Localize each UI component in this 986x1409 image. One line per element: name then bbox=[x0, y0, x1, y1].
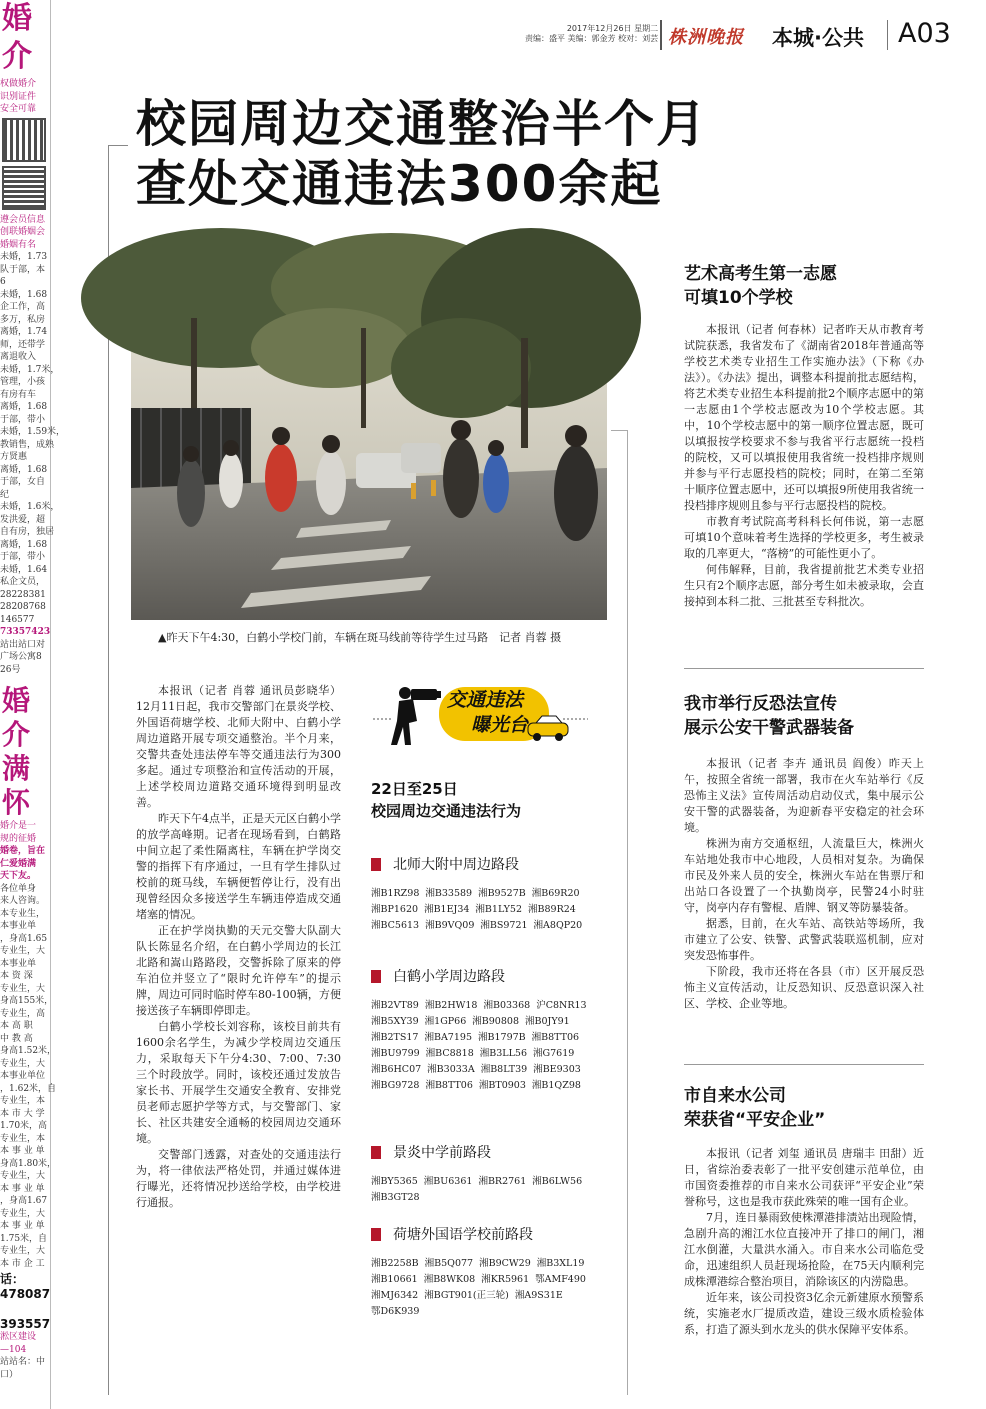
road-section-name: 北师大附中周边路段 bbox=[393, 857, 519, 873]
exposure-badge bbox=[373, 683, 588, 748]
article-paragraph: 近年来，该公司投资3亿余元新建原水预警系统，实施老水厂提质改造，建设三级水质检验体系，打造了源头到水龙头的供水保障平安体系。 bbox=[684, 1291, 924, 1336]
strip-line: 离退收入 bbox=[0, 352, 37, 362]
license-plate: 湘1GP66 bbox=[424, 1016, 467, 1027]
strip-line: 专业生，大 bbox=[0, 946, 46, 956]
red-square-icon bbox=[371, 970, 381, 983]
article-water-title bbox=[684, 1084, 825, 1132]
newspaper-logo: 株洲晚报 bbox=[668, 27, 744, 48]
article-paragraph: 白鹤小学校长刘容称，该校目前共有1600余名学生，为减少学校周边交通压力，采取每天下午分4:30、7:00、7:30三个时段放学。同时，该校还通过发放告家长书、开展学生交通安全教育、安排党员老师志愿护学等方式，与交警部门、家长、社区共建安全通畅的校园周边交通环境。 bbox=[136, 1020, 341, 1145]
strip-line: 于部，带小 bbox=[0, 414, 46, 425]
license-plate: 湘BU9799 bbox=[371, 1048, 420, 1059]
strip-address-block bbox=[0, 639, 50, 677]
road-section-heading bbox=[371, 1142, 616, 1162]
license-plate: 湘A8QP20 bbox=[533, 920, 583, 931]
frame-rule bbox=[108, 145, 128, 146]
strip-line: 创联婚姻会 bbox=[0, 227, 46, 237]
strip-line: 身高1.80米， bbox=[0, 1158, 57, 1169]
strip-pink-block-2 bbox=[0, 1331, 50, 1356]
strip-line: 管理，小孩 bbox=[0, 377, 46, 387]
road-section-heading bbox=[371, 854, 616, 874]
exposure-date-range: 22日至25日 bbox=[371, 780, 458, 798]
road-section-name: 白鹤小学周边路段 bbox=[393, 969, 505, 985]
strip-line: —104 bbox=[0, 1344, 27, 1355]
strip-heading-marriage-2: 婚介 bbox=[2, 684, 31, 751]
license-plate: 湘BC5613 bbox=[371, 920, 420, 931]
road-section-name: 荷塘外国语学校前路段 bbox=[393, 1227, 533, 1243]
road-section-heading bbox=[371, 966, 616, 986]
license-plate: 湘B89R24 bbox=[528, 904, 576, 915]
strip-line: 本 市 大 学 bbox=[0, 1108, 45, 1119]
license-plate: 湘B3XL19 bbox=[536, 1258, 585, 1269]
page-number: A03 bbox=[898, 18, 951, 49]
exposure-section-2 bbox=[371, 966, 616, 1094]
side-title-line: 我市举行反恐法宣传 bbox=[684, 694, 837, 714]
strip-line: 本 事 业 单 bbox=[0, 1221, 45, 1231]
license-plate: 湘BU6361 bbox=[423, 1176, 473, 1187]
article-paragraph: 交警部门透露，对查处的交通违法行为，将一律依法严格处罚，并通过媒体进行曝光，还将情况抄送给学校，由学校进行通报。 bbox=[136, 1148, 341, 1209]
license-plate: 鄂AMF490 bbox=[535, 1274, 586, 1285]
license-plate: 湘BY5365 bbox=[371, 1176, 418, 1187]
header-divider-2 bbox=[887, 20, 888, 50]
photo-caption: ▲昨天下午4:30，白鹤小学校门前，车辆在斑马线前等待学生过马路 记者 肖蓉 摄 bbox=[158, 631, 562, 644]
license-plate: 湘B10661 bbox=[371, 1274, 418, 1285]
editor-credits: 责编：盛平 美编：郭金芳 校对：刘芸 bbox=[525, 34, 659, 43]
header-divider bbox=[660, 20, 662, 50]
header-meta bbox=[525, 24, 658, 44]
strip-listing-block bbox=[0, 251, 66, 589]
strip-line: 于部，带小 bbox=[0, 552, 46, 562]
strip-text-block bbox=[0, 78, 50, 116]
strip-line: 仁爱婚满 bbox=[0, 858, 37, 869]
strip-line: 146577 bbox=[0, 614, 35, 625]
license-plate: 湘B8TT06 bbox=[531, 1032, 580, 1043]
frame-rule bbox=[611, 430, 628, 431]
article-paragraph: 本报讯（记者 肖蓉 通讯员彭晓华）12月11日起，我市交警部门在景炎学校、外国语荷塘学校、北师大附中、白鹤小学周边道路开展专项交通整治。半个月来，交警共查处违法停车等交通违法行为300多起。通过专项整治和宣传活动的开展，上述学校周边道路交通环境得到明显改善。 bbox=[136, 684, 341, 809]
strip-line: 遵会员信息 bbox=[0, 214, 46, 225]
strip-line: 26号 bbox=[0, 664, 21, 675]
strip-address-block-2 bbox=[0, 1356, 50, 1381]
article-paragraph: 本报讯（记者 李卉 通讯员 阎俊）昨天上午，按照全省统一部署，我市在火车站举行《反恐怖主义法》宣传周活动启动仪式，集中展示公安干警的武器装备，为迎新春平安稳定的社会环境。 bbox=[684, 757, 924, 834]
headline-line-2: 查处交通违法300余起 bbox=[136, 155, 663, 213]
strip-line: 淞区建设 bbox=[0, 1332, 37, 1342]
strip-line: 本 事 业 单 bbox=[0, 1146, 45, 1156]
strip-line: 专业生，本 bbox=[0, 1096, 46, 1106]
exposure-section-3 bbox=[371, 1142, 616, 1206]
exposure-title bbox=[371, 778, 611, 822]
license-plate: 湘B3GT28 bbox=[371, 1192, 420, 1203]
strip-line: 离婚，1.68 bbox=[0, 539, 48, 550]
strip-line: 专业生，大 bbox=[0, 1171, 46, 1181]
badge-title-line-2: 曝光台 bbox=[471, 714, 529, 736]
frame-rule bbox=[627, 430, 628, 1395]
exposure-section-4 bbox=[371, 1224, 616, 1320]
strip-line: 企工作，高 bbox=[0, 302, 46, 312]
strip-line: 纪 bbox=[0, 489, 10, 500]
license-plate: 湘B03368 bbox=[483, 1000, 531, 1011]
license-plate: 沪C8NR13 bbox=[536, 1000, 587, 1011]
red-square-icon bbox=[371, 858, 381, 871]
license-plate: 湘B90808 bbox=[472, 1016, 519, 1027]
strip-listing-block-2 bbox=[0, 883, 57, 1271]
article-paragraph: 昨天下午4点半，正是天元区白鹤小学的放学高峰期。记者在现场看到，白鹤路中间立起了柔性隔离柱，车辆在护学岗交警的指挥下有序通过，一旦有学生排队过校前的斑马线，车辆便暂停让行，没有出现曾经因众多接送学生车辆违停造成交通堵塞的情况。 bbox=[136, 812, 341, 921]
article-anti-terror-title bbox=[684, 692, 854, 740]
strip-line: 本 高 职 bbox=[0, 1021, 33, 1031]
license-plate: 湘BC8818 bbox=[425, 1048, 474, 1059]
strip-line: 发洪爱，超 bbox=[0, 514, 46, 525]
strip-line: 方贤惠 bbox=[0, 452, 28, 462]
license-plate: 湘BP1620 bbox=[371, 904, 419, 915]
strip-line: 权做婚介 bbox=[0, 79, 37, 89]
strip-line: 28228381 bbox=[0, 589, 46, 600]
adjacent-page-strip bbox=[0, 0, 66, 1409]
strip-line: 身高155米， bbox=[0, 996, 54, 1006]
strip-line: 于部，女自 bbox=[0, 477, 46, 487]
license-plate: 湘B9527B bbox=[478, 888, 526, 899]
strip-line: 自有房，独居 bbox=[0, 527, 55, 537]
strip-line: 婚介是一 bbox=[0, 821, 37, 831]
strip-line: 专业生，本 bbox=[0, 1133, 46, 1144]
license-plate: 湘BT0903 bbox=[478, 1080, 526, 1091]
strip-line: 多万，私房 bbox=[0, 314, 46, 325]
license-plate: 湘BA7195 bbox=[424, 1032, 472, 1043]
strip-heading-full: 满怀 bbox=[2, 752, 31, 819]
license-plate: 湘B8LT39 bbox=[480, 1064, 528, 1075]
exposure-subtitle: 校园周边交通违法行为 bbox=[371, 802, 522, 820]
side-title-line: 荣获省“平安企业” bbox=[684, 1110, 826, 1130]
strip-line: 离婚，1.74 bbox=[0, 327, 48, 337]
license-plate: 湘B5XY39 bbox=[371, 1016, 419, 1027]
strip-line: 28208768 bbox=[0, 602, 46, 612]
strip-line: 各位单身 bbox=[0, 883, 37, 894]
column-divider bbox=[684, 668, 924, 669]
strip-line: 离婚，1.68 bbox=[0, 402, 48, 412]
strip-line: 口） bbox=[0, 1369, 19, 1380]
license-plate: 湘MJ6342 bbox=[371, 1290, 419, 1301]
license-plate: 湘B2258B bbox=[371, 1258, 419, 1269]
license-plate: 湘B1RZ98 bbox=[371, 888, 420, 899]
strip-phone-label: 话： bbox=[0, 1272, 25, 1286]
road-section-heading bbox=[371, 1224, 616, 1244]
strip-line: 本事业单 bbox=[0, 921, 37, 931]
strip-line: 本事业单位 bbox=[0, 1071, 46, 1081]
strip-line: 识别证件 bbox=[0, 91, 37, 102]
license-plate: 湘BG9728 bbox=[371, 1080, 420, 1091]
plate-list bbox=[371, 1174, 616, 1206]
article-paragraph: 据悉，目前，在火车站、高铁站等场所，我市建立了公安、铁警、武警武装联巡机制，应对突发恐怖事件。 bbox=[684, 917, 924, 962]
article-paragraph: 市教育考试院高考科科长何伟说，第一志愿可填10个意味着考生选择的学校更多，考生被录取的几率更大，“落榜”的可能性更小了。 bbox=[684, 515, 924, 560]
strip-line: 未婚，1.73 bbox=[0, 252, 48, 262]
strip-line: 师，还带学 bbox=[0, 339, 46, 350]
article-paragraph: 7月，连日暴雨致使株潭港排渍站出现险情，急剧升高的湘江水位直接冲开了排口的闸门，湘江水倒灌，大量洪水涌入。市自来水公司临危受命，迅速组织人员赶现场抢险，在75天内顺利完成株潭港综合整治项目，消除该区的内涝隐患。 bbox=[684, 1211, 924, 1288]
article-anti-terror-body bbox=[684, 756, 924, 1012]
strip-line: 未婚，1.68 bbox=[0, 289, 48, 300]
article-art-exam-body bbox=[684, 322, 924, 610]
article-water-body bbox=[684, 1146, 924, 1338]
license-plate: 湘BE9303 bbox=[533, 1064, 581, 1075]
license-plate: 湘B9CW29 bbox=[479, 1258, 531, 1269]
license-plate: 湘B0JY91 bbox=[524, 1016, 570, 1027]
strip-line: 6 bbox=[0, 277, 6, 287]
license-plate: 湘B1QZ98 bbox=[531, 1080, 581, 1091]
strip-line: ，1.62米，自 bbox=[0, 1083, 57, 1094]
article-paragraph: 本报讯（记者 何春林）记者昨天从市教育考试院获悉，我省发布了《湖南省2018年普通高等学校艺术类专业招生工作实施办法》（下称《办法》）。《办法》提出，调整本科提前批志愿结构，将艺术类专业招生本科提前批2个顺序志愿中的第一志愿由1个学校志愿改为10个学校志愿。其中，10个学校志愿中的第一顺序位置志愿，既可以填报按学校要求不参与我省平行志愿统一投档的院校，又可以填报使用我省统一投档排序规则并参与平行志愿投档的院校；同时，在第二至第十顺序位置志愿中，还可以填报9所使用我省统一投档排序规则且参与平行志愿投档的院校。 bbox=[684, 323, 924, 512]
section-name: 本城·公共 bbox=[772, 26, 864, 50]
strip-line: 未婚，1.59米， bbox=[0, 427, 66, 437]
main-article-body bbox=[136, 683, 341, 1211]
plate-list bbox=[371, 886, 616, 934]
badge-title-line-1: 交通违法 bbox=[447, 689, 524, 711]
article-art-exam-title bbox=[684, 262, 837, 310]
strip-line: 身高1.52米， bbox=[0, 1046, 57, 1056]
license-plate: 湘B3033A bbox=[427, 1064, 475, 1075]
license-plate: 湘B1EJ34 bbox=[424, 904, 470, 915]
red-square-icon bbox=[371, 1146, 381, 1159]
license-plate: 湘BGT901(正三轮) bbox=[424, 1290, 509, 1301]
license-plate: 湘G7619 bbox=[533, 1048, 575, 1059]
strip-line: 本专业生， bbox=[0, 908, 46, 919]
license-plate: 湘B2VT89 bbox=[371, 1000, 419, 1011]
strip-line: 婚卷，旨在 bbox=[0, 846, 46, 856]
license-plate: 湘BR2761 bbox=[478, 1176, 527, 1187]
license-plate: 湘B8WK08 bbox=[423, 1274, 476, 1285]
license-plate: 湘B9VQ09 bbox=[425, 920, 475, 931]
strip-red-block bbox=[0, 845, 50, 883]
side-title-line: 可填10个学校 bbox=[684, 288, 793, 308]
license-plate: 湘B5Q077 bbox=[424, 1258, 474, 1269]
strip-intro-block bbox=[0, 820, 50, 845]
strip-line: 广场公寓8 bbox=[0, 652, 42, 662]
article-paragraph: 何伟解释，目前，我省提前批艺术类专业招生只有2个顺序志愿，部分考生如未被录取，会直接掉到本科二批、三批甚至专科批次。 bbox=[684, 563, 924, 608]
article-paragraph: 下阶段，我市还将在各县（市）区开展反恐怖主义宣传活动，让反恐知识、反恐意识深入社区、学校、企业等地。 bbox=[684, 965, 924, 1010]
strip-line: 安全可靠 bbox=[0, 104, 37, 114]
article-paragraph: 本报讯（记者 刘玺 通讯员 唐瑞丰 田甜）近日，省综治委表彰了一批平安创建示范单位，由市国资委推荐的市自来水公司获评“平安企业”荣誉称号，这也是我市获此殊荣的唯一国有企业。 bbox=[684, 1147, 924, 1208]
license-plate: 湘B69R20 bbox=[531, 888, 580, 899]
exposure-section-1 bbox=[371, 854, 616, 934]
strip-line: 本事业单 bbox=[0, 958, 37, 969]
main-headline bbox=[136, 94, 776, 214]
strip-line: 队于部，本 bbox=[0, 264, 46, 275]
license-plate: 湘B2HW18 bbox=[424, 1000, 478, 1011]
license-plate: 湘BS9721 bbox=[480, 920, 528, 931]
strip-line: 私企文员， bbox=[0, 577, 46, 587]
strip-phone-2: 393557 bbox=[0, 1317, 51, 1331]
strip-line: 来人咨询。 bbox=[0, 896, 46, 906]
strip-line: ，身高1.65 bbox=[0, 933, 48, 944]
article-paragraph: 正在护学岗执勤的天元交警大队副大队长陈显名介绍，在白鹤小学周边的长江北路和嵩山路路段，交警拆除了原来的停车泊位并竖立了“限时允许停车”的提示牌，周边可同时临时停车80-100辆，方便接送孩子车辆即停即走。 bbox=[136, 924, 341, 1017]
license-plate: 湘B6LW56 bbox=[532, 1176, 583, 1187]
strip-line: 站站名：中 bbox=[0, 1357, 46, 1367]
strip-line: 婚姻有名 bbox=[0, 239, 37, 250]
strip-phone-pink: 73357423 bbox=[0, 627, 51, 637]
strip-line: 未婚，1.7米， bbox=[0, 364, 60, 375]
side-title-line: 市自来水公司 bbox=[684, 1086, 786, 1106]
license-plate: 湘A9S31E bbox=[514, 1290, 563, 1301]
strip-line: 天下友。 bbox=[0, 871, 37, 881]
side-title-line: 展示公安干警武器装备 bbox=[684, 718, 854, 738]
strip-line: 离婚，1.68 bbox=[0, 464, 48, 475]
column-divider bbox=[684, 1064, 924, 1065]
strip-line: 教销售，成熟 bbox=[0, 439, 55, 450]
license-plate: 湘B8TT06 bbox=[425, 1080, 473, 1091]
license-plate: 湘B1LY52 bbox=[475, 904, 523, 915]
license-plate: 鄂D6K939 bbox=[371, 1306, 420, 1317]
license-plate: 湘B3LL56 bbox=[479, 1048, 528, 1059]
photo-street-scene bbox=[131, 258, 607, 620]
road-section-name: 景炎中学前路段 bbox=[393, 1145, 491, 1161]
strip-line: 专业生，高 bbox=[0, 1008, 46, 1019]
strip-line: 专业生，大 bbox=[0, 1208, 46, 1219]
plate-list bbox=[371, 998, 616, 1094]
license-plate: 湘B1797B bbox=[478, 1032, 526, 1043]
strip-line: ，身高1.67 bbox=[0, 1196, 48, 1206]
strip-line: 站出站口对 bbox=[0, 639, 46, 650]
strip-line: 专业生，大 bbox=[0, 1058, 46, 1069]
strip-line: 本 资 深 bbox=[0, 971, 33, 981]
strip-pink-block bbox=[0, 214, 50, 252]
strip-line: 中 教 高 bbox=[0, 1033, 33, 1044]
plate-list bbox=[371, 1256, 616, 1320]
license-plate: 湘B33589 bbox=[425, 888, 473, 899]
strip-line: 有房有车 bbox=[0, 389, 37, 400]
strip-line: 专业生，大 bbox=[0, 1246, 46, 1256]
strip-line: 本 市 企 工 bbox=[0, 1258, 45, 1269]
strip-line: 专业生，大 bbox=[0, 983, 46, 994]
strip-line: 本 事 业 单 bbox=[0, 1183, 45, 1194]
qr-code-icon bbox=[2, 118, 46, 162]
strip-line: 未婚，1.6米， bbox=[0, 502, 60, 512]
license-plate: 湘KR5961 bbox=[481, 1274, 530, 1285]
strip-line: 规的征婚 bbox=[0, 833, 37, 844]
strip-phone-1: 478087 bbox=[0, 1287, 51, 1301]
strip-line: 未婚，1.64 bbox=[0, 564, 48, 575]
license-plate: 湘B6HC07 bbox=[371, 1064, 422, 1075]
issue-date: 2017年12月26日 星期二 bbox=[566, 24, 659, 33]
license-plate: 湘B2TS17 bbox=[371, 1032, 419, 1043]
headline-line-1: 校园周边交通整治半个月 bbox=[136, 95, 708, 153]
strip-phone-block bbox=[0, 589, 50, 627]
article-paragraph: 株洲为南方交通枢纽，人流量巨大，株洲火车站地处我市中心地段，人员相对复杂。为确保市民及外来人员的安全，株洲火车站在售票厅和出站口各设置了一个执勤岗亭，民警24小时驻守，岗亭内存有警棍、盾牌、钢叉等防暴装备。 bbox=[684, 837, 924, 914]
news-photo bbox=[131, 258, 607, 620]
red-square-icon bbox=[371, 1228, 381, 1241]
strip-line: 1.75米，自 bbox=[0, 1233, 48, 1244]
qr-code-icon bbox=[2, 166, 46, 210]
strip-heading-marriage: 婚介 bbox=[2, 1, 32, 74]
side-title-line: 艺术高考生第一志愿 bbox=[684, 264, 837, 284]
strip-line: 1.70米，高 bbox=[0, 1121, 48, 1131]
